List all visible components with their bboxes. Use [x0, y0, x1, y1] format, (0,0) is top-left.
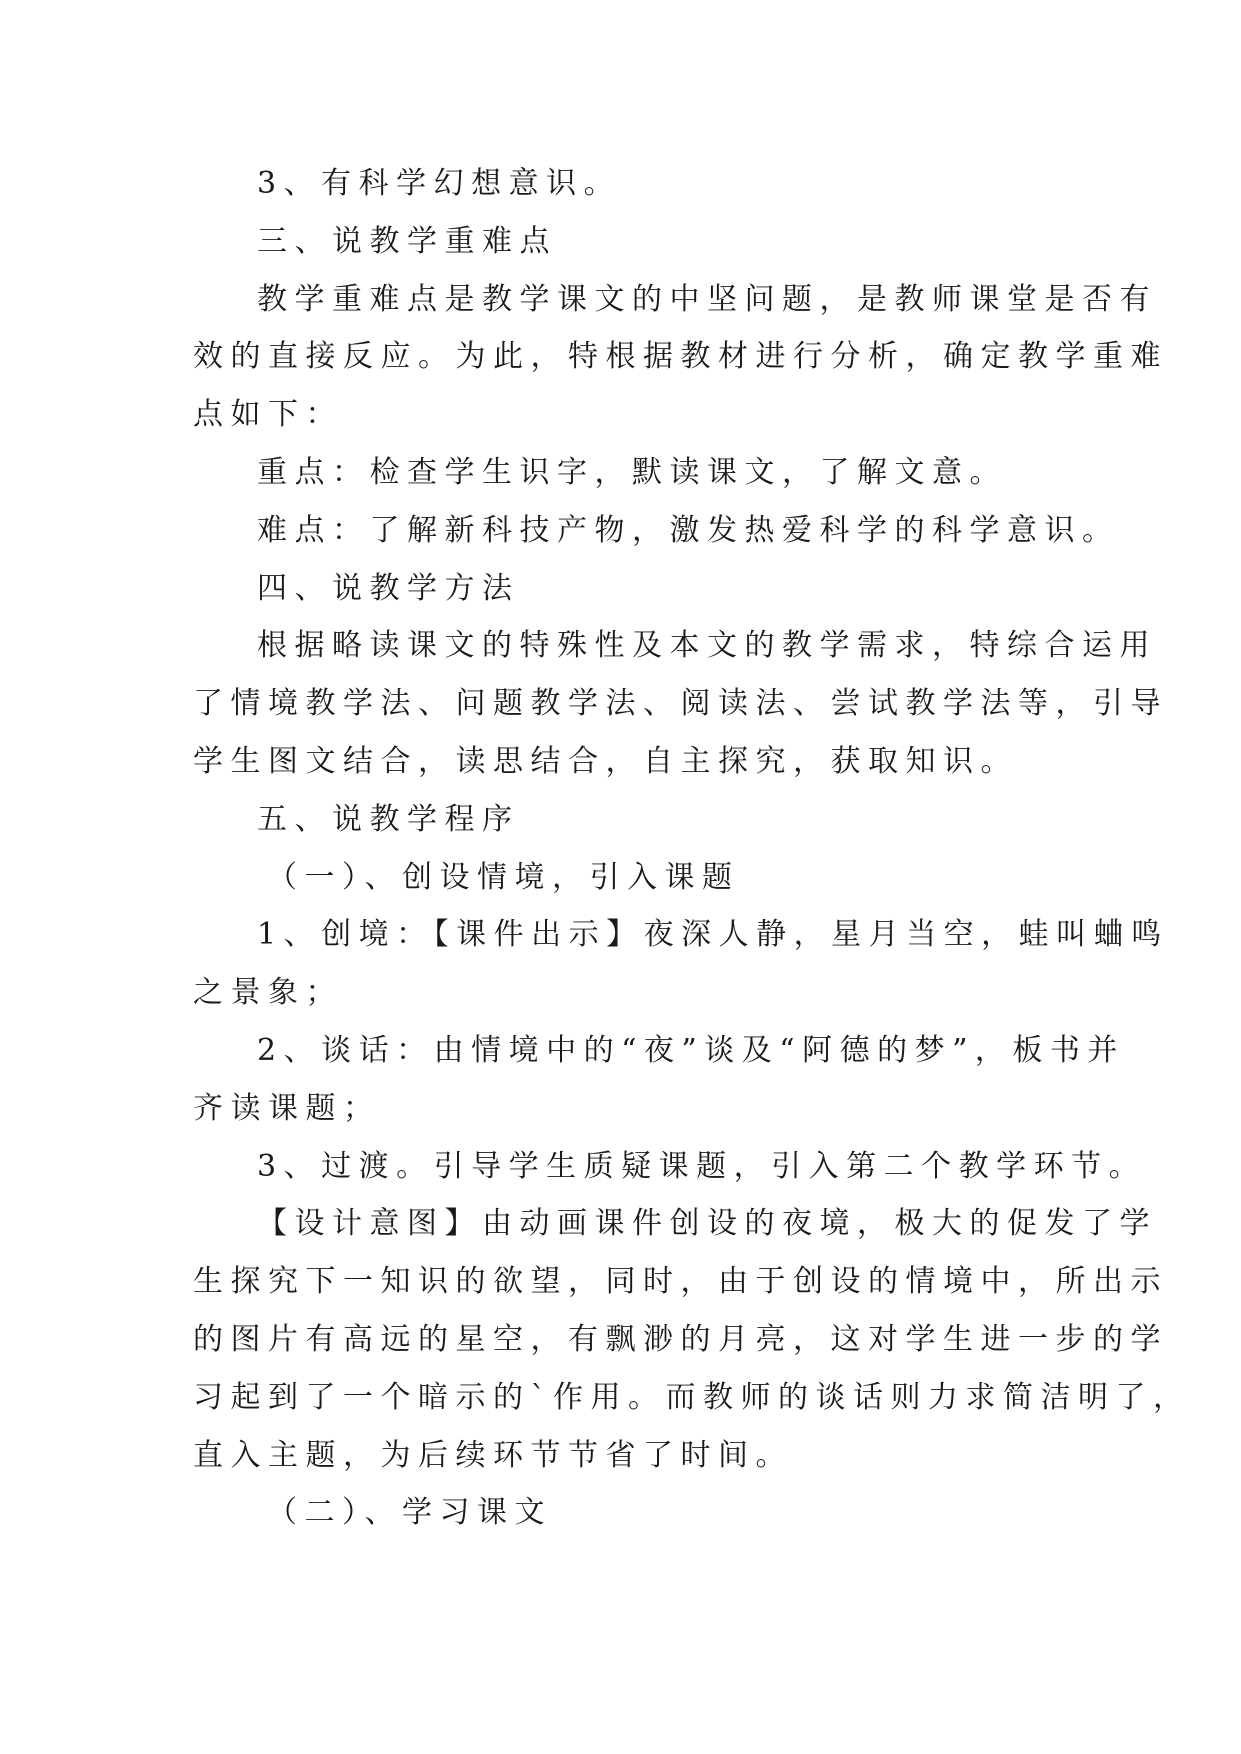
subsection-heading-context: （一）、创设情境，引入课题	[267, 859, 740, 895]
paragraph-line: 齐读课题；	[193, 1090, 381, 1126]
difficulty-line: 难点：了解新科技产物，激发热爱科学的科学意识。	[257, 512, 1120, 548]
list-item-step-2: 2、谈话：由情境中的“夜”谈及“阿德的梦”，板书并	[257, 1032, 1125, 1068]
list-item-step-1: 1、创境：【课件出示】夜深人静，星月当空，蛙叫蛐鸣	[257, 917, 1169, 953]
design-intent-paragraph: 【设计意图】由动画课件创设的夜境，极大的促发了学	[257, 1206, 1157, 1242]
list-item-step-3: 3、过渡。引导学生质疑课题，引入第二个教学环节。	[257, 1148, 1147, 1184]
paragraph-line: 学生图文结合，读思结合，自主探究，获取知识。	[193, 743, 1018, 779]
paragraph-line: 习起到了一个暗示的`作用。而教师的谈话则力求简洁明了，	[193, 1379, 1191, 1415]
paragraph-line: 教学重难点是教学课文的中坚问题，是教师课堂是否有	[257, 281, 1157, 317]
paragraph-line: 生探究下一知识的欲望，同时，由于创设的情境中，所出示	[193, 1264, 1168, 1300]
paragraph-line: 了情境教学法、问题教学法、阅读法、尝试教学法等，引导	[193, 686, 1168, 722]
subsection-heading-study-text: （二）、学习课文	[267, 1495, 552, 1531]
list-item-goal-3: 3、有科学幻想意识。	[257, 166, 622, 201]
paragraph-line: 直入主题，为后续环节节省了时间。	[193, 1437, 793, 1473]
paragraph-line: 效的直接反应。为此，特根据教材进行分析，确定教学重难	[193, 339, 1168, 375]
paragraph-line: 的图片有高远的星空，有飘渺的月亮，这对学生进一步的学	[193, 1321, 1168, 1357]
section-heading-procedure: 五、说教学程序	[257, 801, 520, 837]
paragraph-line: 之景象；	[193, 975, 343, 1011]
section-heading-key-points: 三、说教学重难点	[257, 223, 557, 259]
section-heading-methods: 四、说教学方法	[257, 570, 520, 606]
paragraph-line: 点如下：	[193, 397, 343, 433]
key-point-line: 重点：检查学生识字，默读课文，了解文意。	[257, 454, 1007, 490]
document-page	[193, 155, 1191, 1542]
paragraph-line: 根据略读课文的特殊性及本文的教学需求，特综合运用	[257, 628, 1157, 664]
